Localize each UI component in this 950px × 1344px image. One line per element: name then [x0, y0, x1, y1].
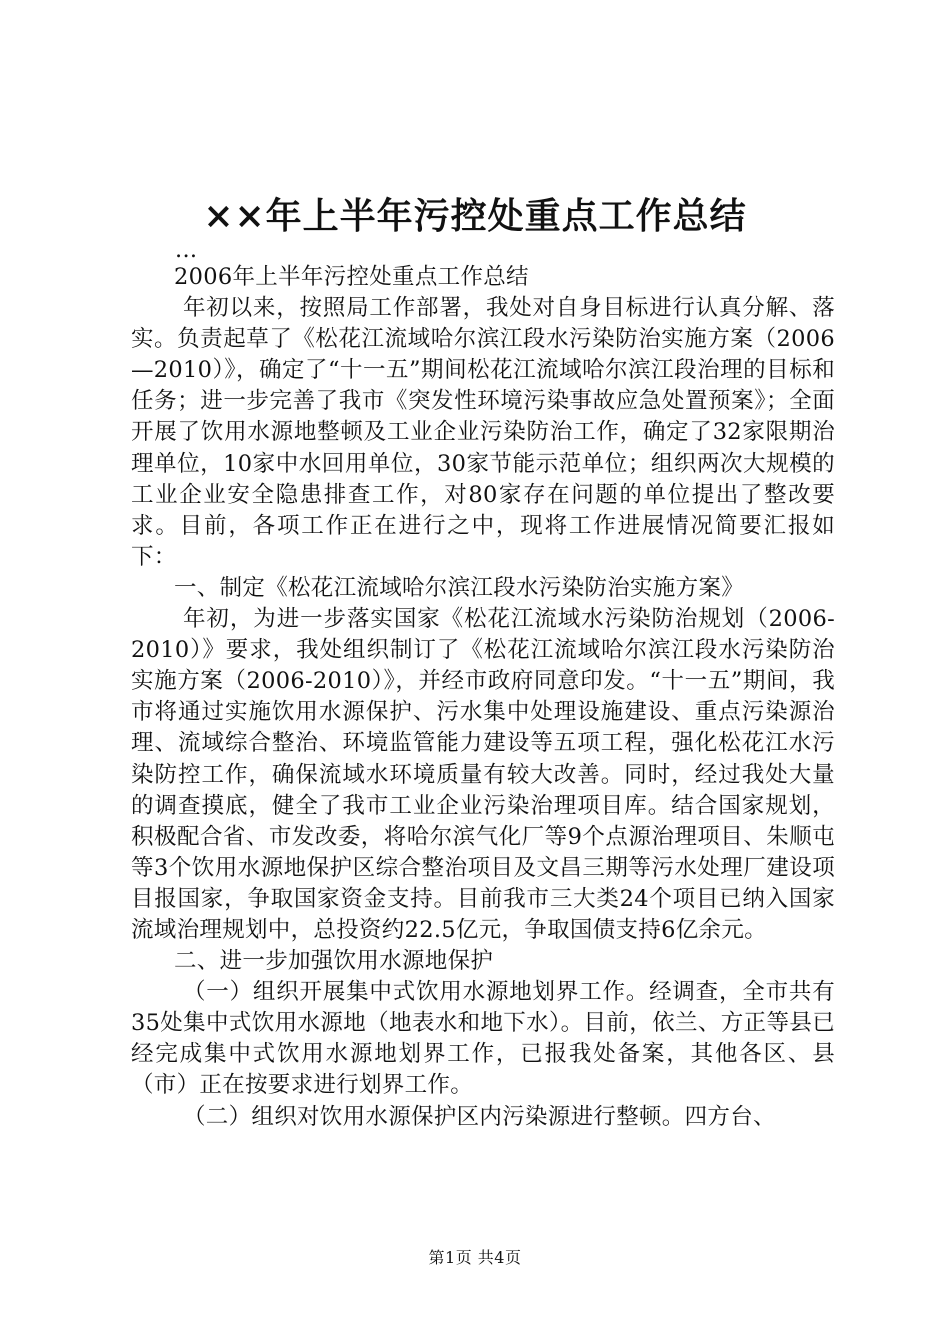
section-heading-2: 二、进一步加强饮用水源地保护	[174, 948, 494, 975]
section-heading-1: 一、制定《松花江流域哈尔滨江段水污染防治实施方案》	[174, 574, 745, 601]
paragraph-subsection-1: （一）组织开展集中式饮用水源地划界工作。经调查，全市共有35处集中式饮用水源地（地表水和地下水）。目前，依兰、方正等县已经完成集中式饮用水源地划界工作，已报我处备案，其他各区、县（市）正在按要求进行划界工作。	[131, 979, 835, 1099]
page-footer: 第1页 共4页	[428, 1248, 522, 1267]
document-title: ××年上半年污控处重点工作总结	[203, 195, 747, 237]
paragraph-section-1: 年初，为进一步落实国家《松花江流域水污染防治规划（2006-2010）》要求，我处组织制订了《松花江流域哈尔滨江段水污染防治实施方案（2006-2010）》，并经市政府同意印发。“十一五”期间，我市将通过实施饮用水源保护、污水集中处理设施建设、重点污染源治理、流域综合整治、环境监管能力建设等五项工程，强化松花江水污染防控工作，确保流域水环境质量有较大改善。同时，经过我处大量的调查摸底，健全了我市工业企业污染治理项目库。结合国家规划，积极配合省、市发改委，将哈尔滨气化厂等9个点源治理项目、朱顺屯等3个饮用水源地保护区综合整治项目及文昌三期等污水处理厂建设项目报国家，争取国家资金支持。目前我市三大类24个项目已纳入国家流域治理规划中，总投资约22.5亿元，争取国债支持6亿余元。	[131, 606, 835, 943]
paragraph-intro: 年初以来，按照局工作部署，我处对自身目标进行认真分解、落实。负责起草了《松花江流域哈尔滨江段水污染防治实施方案（2006—2010）》，确定了“十一五”期间松花江流域哈尔滨江段治理的目标和任务；进一步完善了我市《突发性环境污染事故应急处置预案》；全面开展了饮用水源地整顿及工业企业污染防治工作，确定了32家限期治理单位，10家中水回用单位，30家节能示范单位；组织两次大规模的工业企业安全隐患排查工作，对80家存在问题的单位提出了整改要求。目前，各项工作正在进行之中，现将工作进展情况简要汇报如下：	[131, 295, 835, 570]
document-subtitle: 2006年上半年污控处重点工作总结	[174, 264, 529, 290]
paragraph-subsection-2: （二）组织对饮用水源保护区内污染源进行整顿。四方台、	[183, 1103, 776, 1130]
ellipsis-marker: ...	[175, 237, 198, 263]
document-body	[131, 237, 835, 1133]
